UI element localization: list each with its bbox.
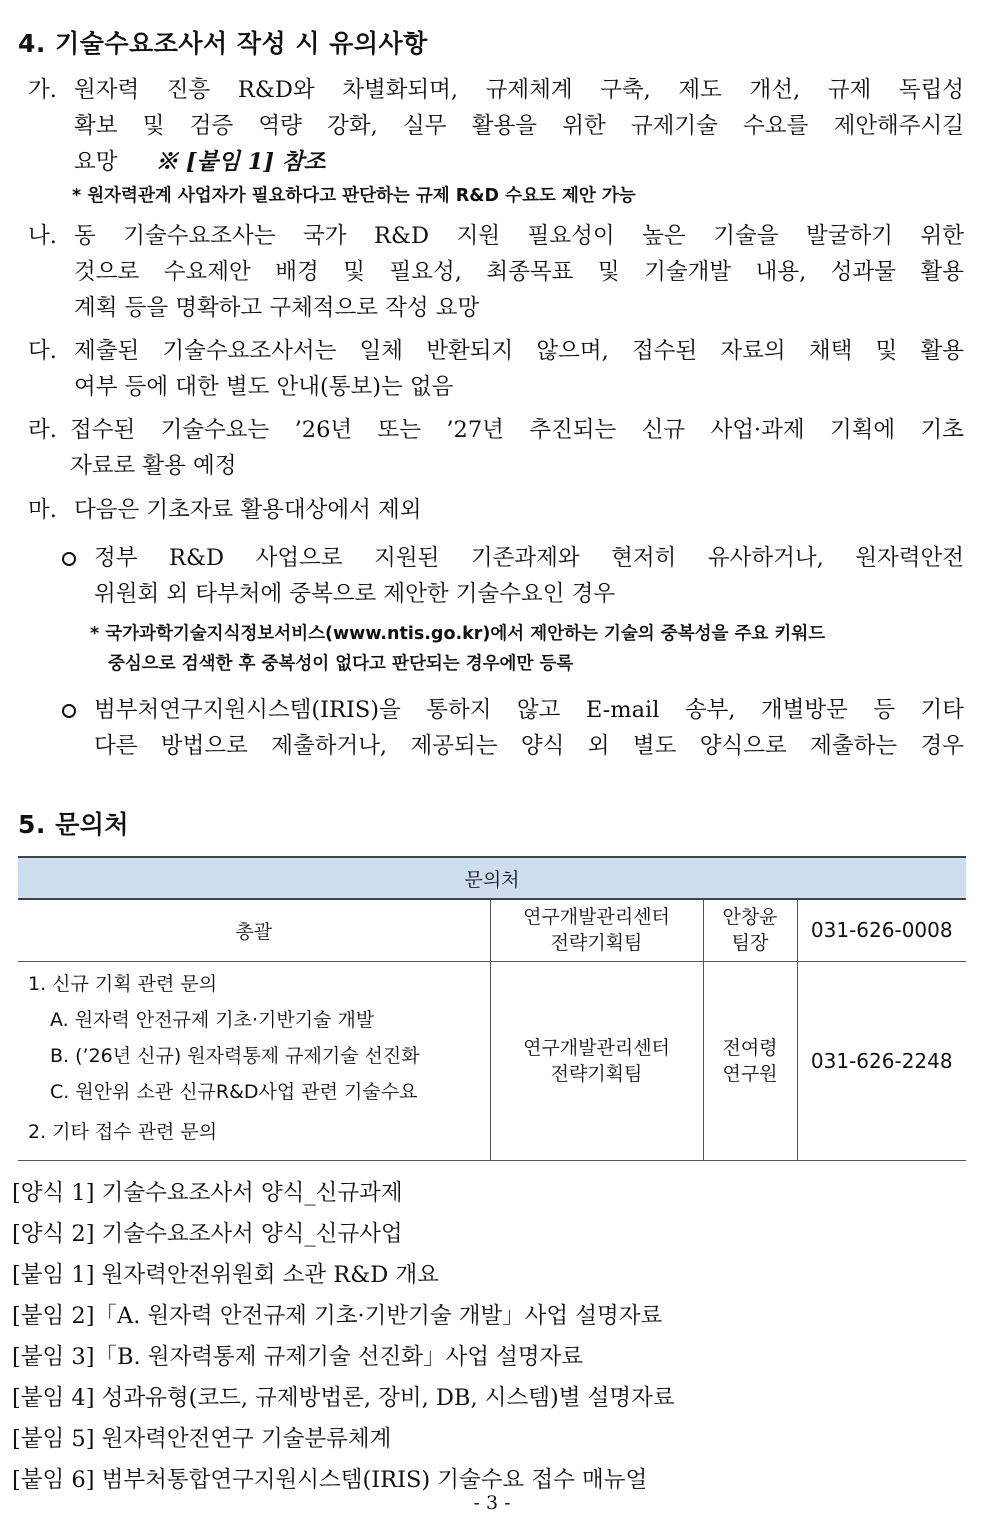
department-line-2: 전략기획팀	[550, 932, 643, 955]
bullet-2-line-2: 다른 방법으로 제출하거나, 제공되는 양식 외 별도 양식으로 제출하는 경우	[94, 733, 964, 759]
item-na-line-1: 동 기술수요조사는 국가 R&D 지원 필요성이 높은 기술을 발굴하기 위한	[74, 223, 964, 249]
contact-department	[490, 961, 703, 1160]
item-da	[28, 333, 964, 405]
item-ma	[28, 492, 964, 528]
attachment-item: [붙임 4] 성과유형(코드, 규제방법론, 장비, DB, 시스템)별 설명자료	[12, 1385, 675, 1411]
topic-1: 1. 신규 기획 관련 문의	[28, 972, 218, 995]
topic-2: 2. 기타 접수 관련 문의	[28, 1120, 218, 1143]
section-4-heading: 4. 기술수요조사서 작성 시 유의사항	[18, 29, 428, 58]
circle-bullet-icon	[60, 540, 94, 576]
item-ga-star-note: * 원자력관계 사업자가 필요하다고 판단하는 규제 R&D 수요도 제안 가능	[72, 186, 636, 206]
item-ga-marker: 가.	[28, 77, 57, 103]
item-na-marker: 나.	[28, 223, 57, 249]
contact-phone: 031-626-2248	[797, 961, 966, 1160]
bullet-1-note	[90, 619, 964, 679]
item-ra-marker: 라.	[28, 417, 57, 443]
department-line-1: 연구개발관리센터	[523, 1036, 670, 1059]
item-ra-line-2: 자료로 활용 예정	[70, 453, 237, 479]
section-5-heading: 5. 문의처	[18, 810, 130, 839]
attachment-item: [양식 1] 기술수요조사서 양식_신규과제	[12, 1180, 403, 1206]
contact-phone: 031-626-0008	[797, 899, 966, 961]
exclusion-bullet-2	[60, 692, 964, 764]
item-da-line-1: 제출된 기술수요조사서는 일체 반환되지 않으며, 접수된 자료의 채택 및 활용	[74, 338, 964, 364]
item-ga-line-1: 원자력 진흥 R&D와 차별화되며, 규제체계 구축, 제도 개선, 규제 독립성	[74, 77, 964, 103]
item-ga	[28, 72, 964, 180]
table-row	[18, 961, 966, 1160]
department-line-1: 연구개발관리센터	[523, 906, 670, 929]
person-title: 연구원	[722, 1062, 778, 1085]
contact-person	[703, 899, 797, 961]
contact-topics	[18, 961, 490, 1160]
attachment-item: [붙임 3]「B. 원자력통제 규제기술 선진화」사업 설명자료	[12, 1344, 584, 1370]
contact-person	[703, 961, 797, 1160]
item-ra-line-1: 접수된 기술수요는 ’26년 또는 ’27년 추진되는 신규 사업·과제 기획에 기초	[70, 417, 964, 443]
item-da-marker: 다.	[28, 338, 57, 364]
contact-department	[490, 899, 703, 961]
bullet-1-note-line-2: 중심으로 검색한 후 중복성이 없다고 판단되는 경우에만 등록	[108, 654, 574, 674]
topic-1a: A. 원자력 안전규제 기초·기반기술 개발	[50, 1008, 375, 1031]
department-line-2: 전략기획팀	[550, 1062, 643, 1085]
table-row	[18, 899, 966, 961]
bullet-1-note-line-1: * 국가과학기술지식정보서비스(www.ntis.go.kr)에서 제안하는 기술의 중복성을 주요 키워드	[90, 624, 826, 644]
item-ra	[28, 412, 964, 484]
exclusion-bullet-1	[60, 540, 964, 612]
contact-table-header: 문의처	[18, 857, 966, 899]
topic-1c: C. 원안위 소관 신규R&D사업 관련 기술수요	[50, 1080, 418, 1103]
item-na	[28, 218, 964, 326]
person-title: 팀장	[731, 932, 769, 955]
circle-bullet-icon	[60, 692, 94, 728]
bullet-1-line-1: 정부 R&D 사업으로 지원된 기존과제와 현저히 유사하거나, 원자력안전	[94, 545, 964, 571]
person-name: 전여령	[722, 1036, 778, 1059]
attachment-item: [붙임 2]「A. 원자력 안전규제 기초·기반기술 개발」사업 설명자료	[12, 1303, 663, 1329]
bullet-2-line-1: 범부처연구지원시스템(IRIS)을 통하지 않고 E-mail 송부, 개별방문 등 기타	[94, 697, 964, 723]
contact-table	[18, 856, 966, 1161]
item-da-line-2: 여부 등에 대한 별도 안내(통보)는 없음	[74, 374, 454, 400]
item-ma-marker: 마.	[28, 497, 57, 523]
bullet-1-line-2: 위원회 외 타부처에 중복으로 제안한 기술수요인 경우	[94, 581, 616, 607]
item-ga-ref-note: ※ [붙임 1] 참조	[155, 149, 326, 175]
item-ga-line-3: 요망	[74, 149, 118, 175]
item-na-line-3: 계획 등을 명확하고 구체적으로 작성 요망	[74, 295, 480, 321]
item-ma-text: 다음은 기초자료 활용대상에서 제외	[74, 497, 422, 523]
attachment-item: [붙임 5] 원자력안전연구 기술분류체계	[12, 1426, 392, 1452]
person-name: 안창윤	[722, 906, 778, 929]
item-ga-line-2: 확보 및 검증 역량 강화, 실무 활용을 위한 규제기술 수요를 제안해주시길	[74, 113, 964, 139]
attachment-item: [양식 2] 기술수요조사서 양식_신규사업	[12, 1221, 403, 1247]
attachment-item: [붙임 6] 범부처통합연구지원시스템(IRIS) 기술수요 접수 매뉴얼	[12, 1467, 648, 1493]
contact-category: 총괄	[18, 899, 490, 961]
page-number: - 3 -	[473, 1492, 511, 1514]
attachment-item: [붙임 1] 원자력안전위원회 소관 R&D 개요	[12, 1262, 439, 1288]
topic-1b: B. (’26년 신규) 원자력통제 규제기술 선진화	[50, 1044, 420, 1067]
item-na-line-2: 것으로 수요제안 배경 및 필요성, 최종목표 및 기술개발 내용, 성과물 활용	[74, 259, 964, 285]
